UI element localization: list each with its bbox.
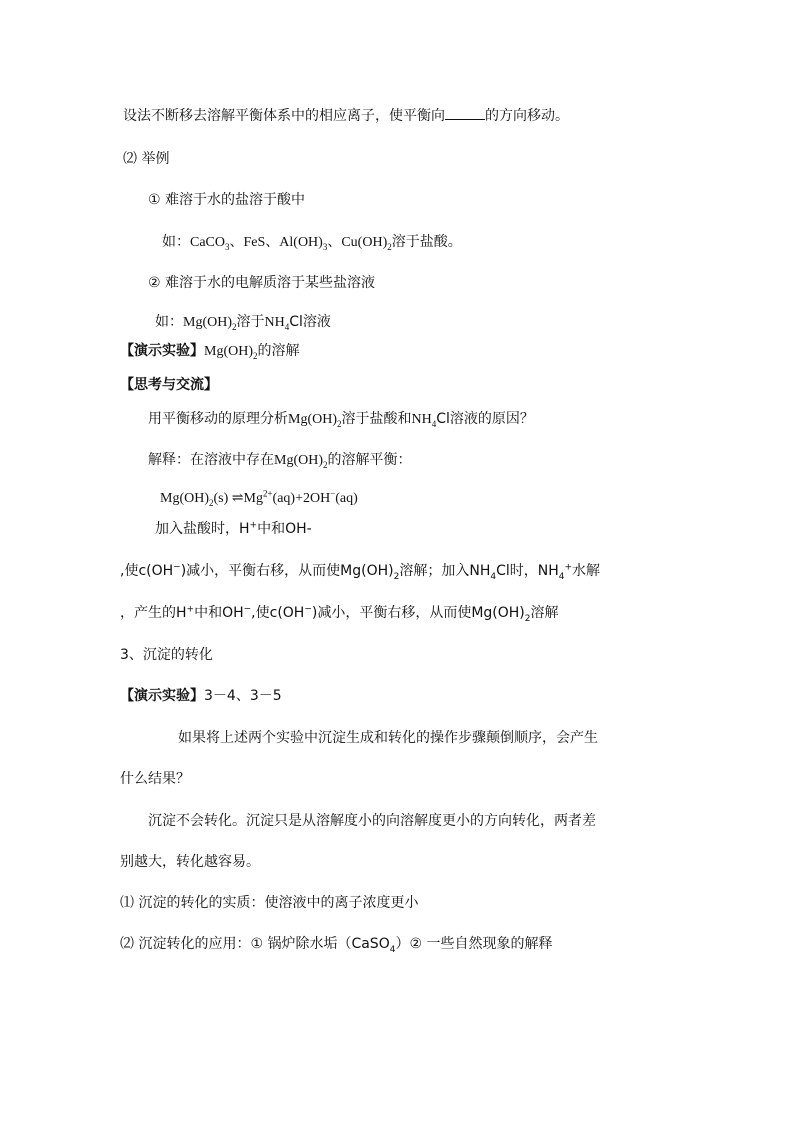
line-7 — [120, 341, 300, 362]
superscript: 2+ — [262, 488, 273, 499]
text: 的方向移动。 — [485, 108, 569, 124]
subscript: 2 — [323, 459, 328, 470]
subscript: 2 — [524, 613, 531, 624]
formula: CaCO — [190, 235, 225, 250]
formula: (s) ⇌Mg — [213, 491, 263, 506]
label-demo: 【演示实验】 — [120, 688, 204, 704]
subscript: 2 — [253, 350, 258, 361]
line-19 — [148, 811, 596, 831]
subscript: 4 — [558, 571, 565, 582]
paragraph-text: ⑴ 沉淀的转化的实质：使溶液中的离子浓度更小 — [120, 895, 419, 911]
line-17 — [178, 728, 598, 748]
paragraph-text: 如果将上述两个实验中沉淀生成和转化的操作步骤颠倒顺序，会产生 — [178, 730, 598, 746]
formula: Mg(OH) — [288, 412, 337, 427]
superscript: + — [249, 520, 258, 531]
superscript: + — [564, 562, 573, 573]
text: 用平衡移动的原理分析 — [148, 411, 288, 427]
line-9 — [148, 409, 534, 430]
paragraph-text: 别越大，转化越容易。 — [120, 854, 260, 870]
text: 的溶解 — [257, 343, 300, 359]
superscript: − — [243, 604, 252, 615]
text: 3－4、3－5 — [204, 688, 282, 704]
line-3 — [148, 190, 305, 210]
formula: Mg(OH) — [183, 315, 232, 330]
formula: (aq)+2OH — [272, 491, 331, 506]
formula: 、Cu(OH) — [327, 235, 388, 250]
label-demo: 【演示实验】 — [120, 343, 204, 359]
line-22 — [120, 934, 552, 954]
text: 水解 — [572, 563, 601, 579]
superscript: − — [304, 604, 312, 615]
label-think: 【思考与交流】 — [120, 377, 218, 393]
text: 溶于盐酸。 — [391, 234, 462, 250]
line-13 — [120, 561, 600, 581]
text: )减小，平衡右移，从而使Mg(OH) — [180, 563, 394, 579]
line-14 — [120, 603, 559, 623]
line-1 — [123, 106, 569, 126]
subscript: 3 — [322, 241, 328, 252]
paragraph-text: 什么结果？ — [120, 771, 190, 787]
line-4 — [162, 232, 462, 253]
text: 设法不断移去溶解平衡体系中的相应离子，使平衡向 — [123, 108, 445, 124]
superscript: − — [330, 488, 336, 499]
list-item: ① 难溶于水的盐溶于酸中 — [148, 192, 306, 208]
text: Cl溶液的原因？ — [436, 411, 534, 427]
text: ,使c(OH — [120, 563, 174, 579]
subscript: 2 — [393, 571, 400, 582]
text: 溶解 — [530, 605, 559, 621]
subscript: 4 — [389, 944, 396, 955]
superscript: − — [173, 562, 181, 573]
subscript: 3 — [225, 241, 230, 252]
line-16 — [120, 686, 282, 706]
formula: 、FeS、Al(OH) — [229, 235, 323, 250]
fill-blank — [445, 107, 485, 120]
line-15 — [120, 645, 213, 665]
line-2 — [123, 149, 169, 169]
line-18 — [120, 769, 190, 789]
section-heading: 3、沉淀的转化 — [120, 647, 213, 663]
text: ⑵ 沉淀转化的应用：① 锅炉除水垢（CaSO — [120, 936, 390, 952]
section-heading: ⑵ 举例 — [123, 151, 170, 167]
line-12 — [155, 519, 312, 539]
text: ）② 一些自然现象的解释 — [395, 936, 553, 952]
list-item: ② 难溶于水的电解质溶于某些盐溶液 — [148, 275, 376, 291]
line-8 — [120, 375, 218, 395]
text: 如： — [155, 314, 183, 330]
formula: NH — [411, 412, 432, 427]
text: Cl溶液 — [289, 314, 331, 330]
line-11-equation — [160, 489, 358, 509]
text: ，产生的H — [120, 605, 187, 621]
formula: Mg(OH) — [204, 344, 253, 359]
subscript: 2 — [232, 321, 237, 332]
text: ,使c(OH — [251, 605, 305, 621]
subscript: 2 — [387, 241, 392, 252]
line-10 — [148, 450, 412, 471]
subscript: 4 — [284, 321, 290, 332]
paragraph-text: 沉淀不会转化。沉淀只是从溶解度小的向溶解度更小的方向转化，两者差 — [148, 813, 596, 829]
text: 溶于盐酸和 — [341, 411, 412, 427]
superscript: + — [186, 604, 195, 615]
subscript: 2 — [209, 497, 214, 508]
line-20 — [120, 852, 260, 872]
text: 中和OH — [194, 605, 244, 621]
formula: Mg(OH) — [160, 491, 209, 506]
text: Cl时，NH — [496, 563, 559, 579]
formula: Mg(OH) — [274, 453, 323, 468]
line-5 — [148, 273, 375, 293]
text: 溶于 — [236, 314, 265, 330]
text: 加入盐酸时，H — [155, 521, 250, 537]
formula: (aq) — [335, 491, 358, 506]
text: )减小，平衡右移，从而使Mg(OH) — [311, 605, 525, 621]
subscript: 2 — [337, 418, 342, 429]
subscript: 4 — [490, 571, 497, 582]
text: 解释：在溶液中存在 — [148, 452, 274, 468]
text: 中和OH- — [257, 521, 312, 537]
subscript: 4 — [431, 418, 437, 429]
text: 溶解；加入NH — [399, 563, 491, 579]
text: 的溶解平衡： — [327, 452, 412, 468]
text: 如： — [162, 234, 190, 250]
formula: NH — [264, 315, 285, 330]
line-6 — [155, 312, 331, 333]
line-21 — [120, 893, 418, 913]
